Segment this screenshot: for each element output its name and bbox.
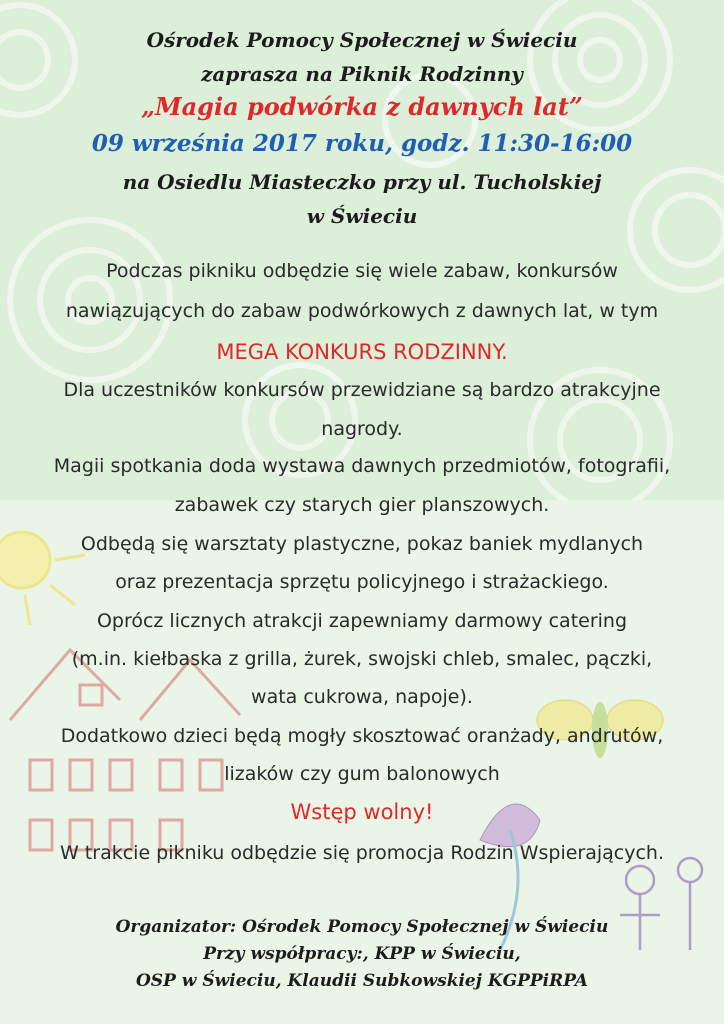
body-line: (m.in. kiełbaska z grilla, żurek, swojski chleb, smalec, pączki, (71, 648, 653, 670)
event-location: na Osiedlu Miasteczko przy ul. Tucholskiej (122, 170, 602, 194)
body-line: wata cukrowa, napoje). (251, 686, 473, 708)
body-line: oraz prezentacja sprzętu policyjnego i strażackiego. (115, 571, 609, 593)
footer-organizer: Organizator: Ośrodek Pomocy Społecznej w Świeciu (115, 917, 609, 937)
event-title: „Magia podwórka z dawnych lat” (141, 92, 583, 121)
organizer-heading: Ośrodek Pomocy Społecznej w Świeciu (146, 28, 578, 52)
body-line: zabawek czy starych gier planszowych. (174, 494, 550, 516)
body-line: Odbędą się warsztaty plastyczne, pokaz baniek mydlanych (80, 533, 644, 555)
body-line: W trakcie pikniku odbędzie się promocja Rodzin Wspierających. (59, 842, 665, 864)
invitation-line: zaprasza na Piknik Rodzinny (201, 62, 523, 86)
body-line: nawiązujących do zabaw podwórkowych z dawnych lat, w tym (65, 300, 659, 322)
free-entry-highlight: Wstęp wolny! (290, 800, 434, 824)
event-town: w Świeciu (306, 204, 418, 228)
event-date-time: 09 września 2017 roku, godz. 11:30-16:00 (91, 130, 633, 157)
footer-partners: OSP w Świeciu, Klaudii Subkowskiej KGPPiRPA (135, 971, 588, 991)
body-line: Magii spotkania doda wystawa dawnych przedmiotów, fotografii, (53, 455, 671, 477)
body-line: Podczas pikniku odbędzie się wiele zabaw, konkursów (106, 260, 618, 282)
body-line: lizaków czy gum balonowych (224, 763, 500, 785)
body-line: Oprócz licznych atrakcji zapewniamy darmowy catering (96, 610, 628, 632)
body-line: nagrody. (321, 418, 403, 440)
body-line: Dla uczestników konkursów przewidziane są bardzo atrakcyjne (63, 379, 661, 401)
body-line: Dodatkowo dzieci będą mogły skosztować oranżady, andrutów, (60, 725, 664, 747)
mega-contest-highlight: MEGA KONKURS RODZINNY. (216, 340, 508, 364)
footer-cooperation: Przy współpracy:, KPP w Świeciu, (203, 944, 521, 964)
